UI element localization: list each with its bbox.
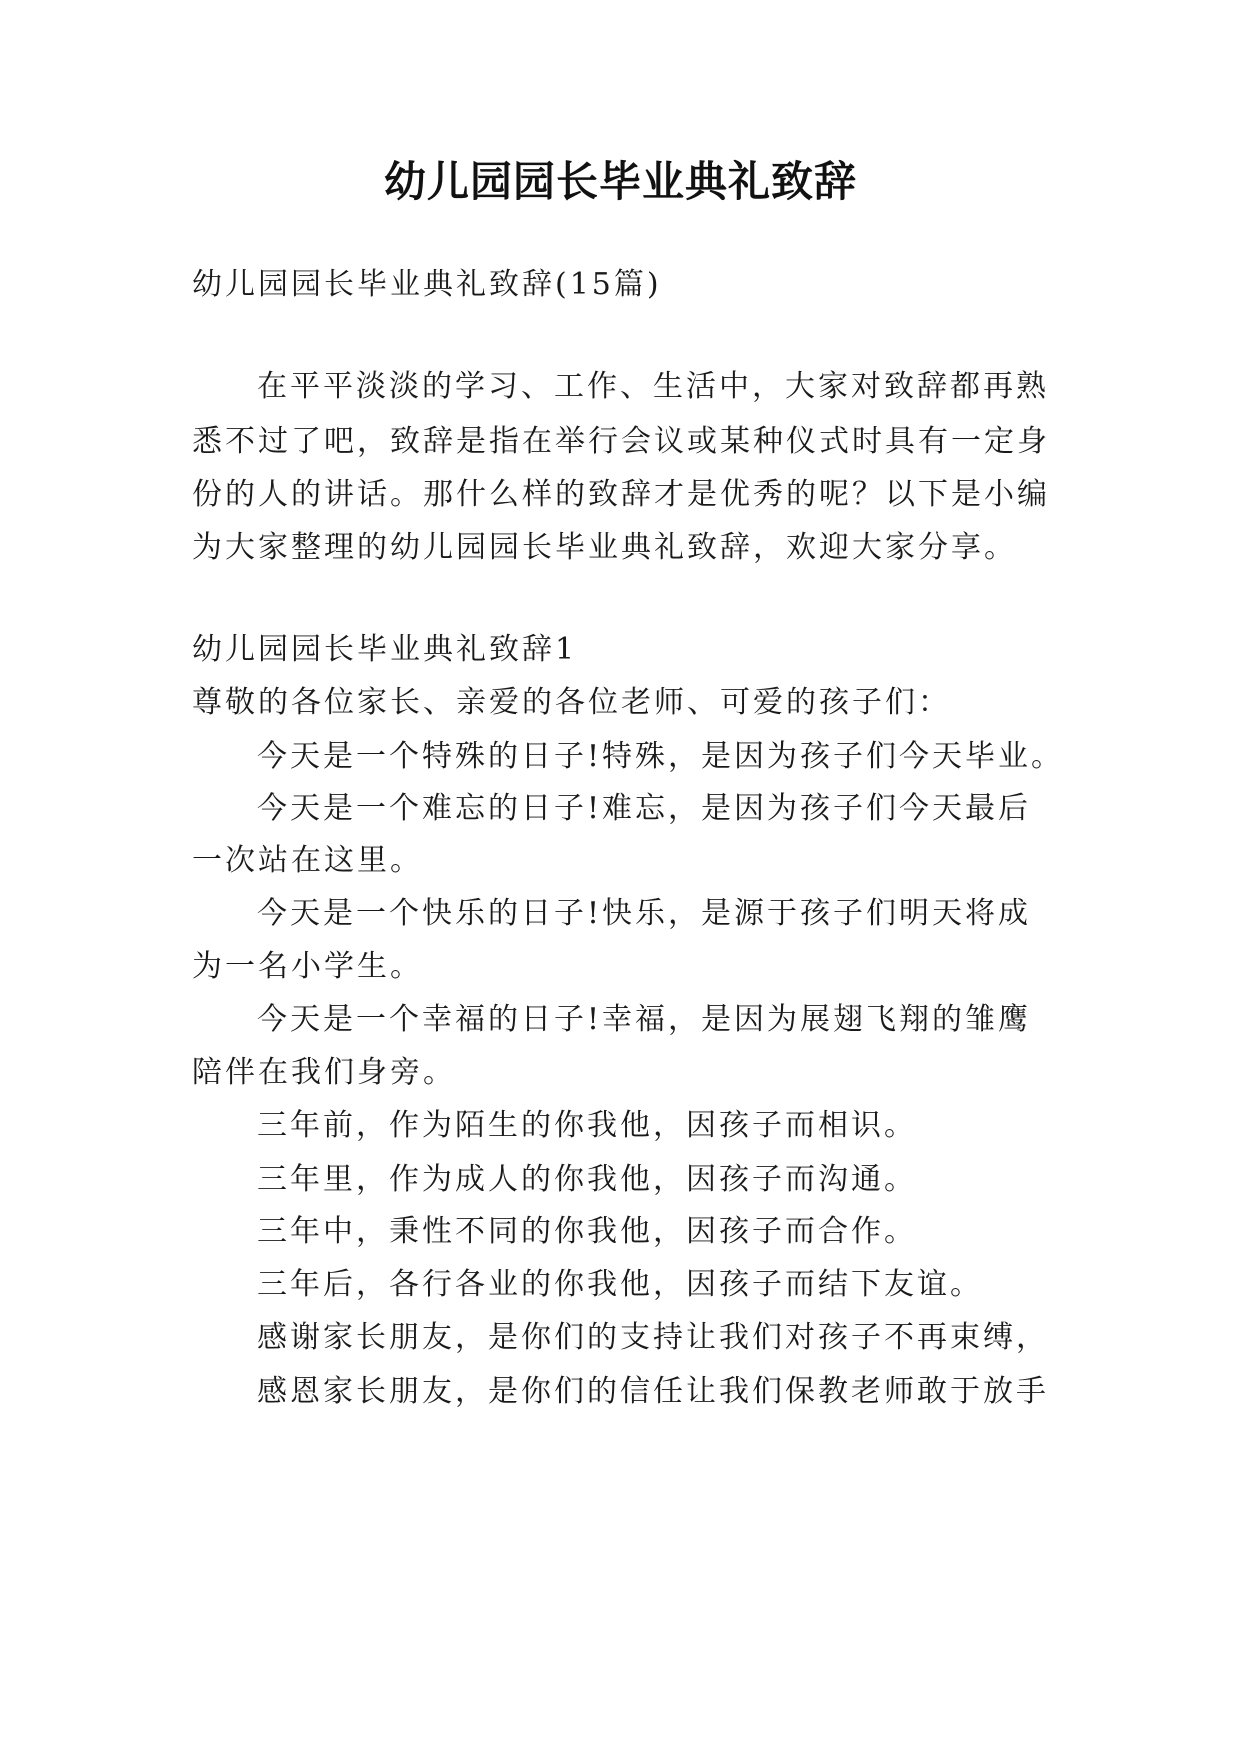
intro-line: 在平平淡淡的学习、工作、生活中，大家对致辞都再熟 <box>257 369 1049 404</box>
body-line: 陪伴在我们身旁。 <box>192 1055 456 1090</box>
body-line: 三年中，秉性不同的你我他，因孩子而合作。 <box>257 1214 917 1249</box>
body-line: 今天是一个快乐的日子!快乐，是源于孩子们明天将成 <box>257 896 1032 931</box>
intro-line: 份的人的讲话。那什么样的致辞才是优秀的呢？以下是小编 <box>192 477 1050 512</box>
body-line: 感谢家长朋友，是你们的支持让我们对孩子不再束缚， <box>257 1320 1049 1355</box>
intro-line: 悉不过了吧，致辞是指在举行会议或某种仪式时具有一定身 <box>192 424 1050 459</box>
body-line: 感恩家长朋友，是你们的信任让我们保教老师敢于放手 <box>257 1374 1049 1409</box>
document-title: 幼儿园园长毕业典礼致辞 <box>383 157 857 206</box>
body-line: 今天是一个难忘的日子!难忘，是因为孩子们今天最后 <box>257 791 1032 826</box>
document-subtitle: 幼儿园园长毕业典礼致辞(15篇) <box>192 267 662 302</box>
body-line: 三年里，作为成人的你我他，因孩子而沟通。 <box>257 1162 917 1197</box>
body-line: 今天是一个幸福的日子!幸福，是因为展翅飞翔的雏鹰 <box>257 1002 1032 1037</box>
intro-line: 为大家整理的幼儿园园长毕业典礼致辞，欢迎大家分享。 <box>192 530 1017 565</box>
body-line: 今天是一个特殊的日子!特殊，是因为孩子们今天毕业。 <box>257 739 1065 774</box>
body-line: 为一名小学生。 <box>192 949 423 984</box>
section-heading: 幼儿园园长毕业典礼致辞1 <box>192 632 578 667</box>
body-line: 一次站在这里。 <box>192 843 423 878</box>
body-line: 三年后，各行各业的你我他，因孩子而结下友谊。 <box>257 1267 983 1302</box>
body-line: 三年前，作为陌生的你我他，因孩子而相识。 <box>257 1108 917 1143</box>
salutation: 尊敬的各位家长、亲爱的各位老师、可爱的孩子们： <box>192 685 951 720</box>
